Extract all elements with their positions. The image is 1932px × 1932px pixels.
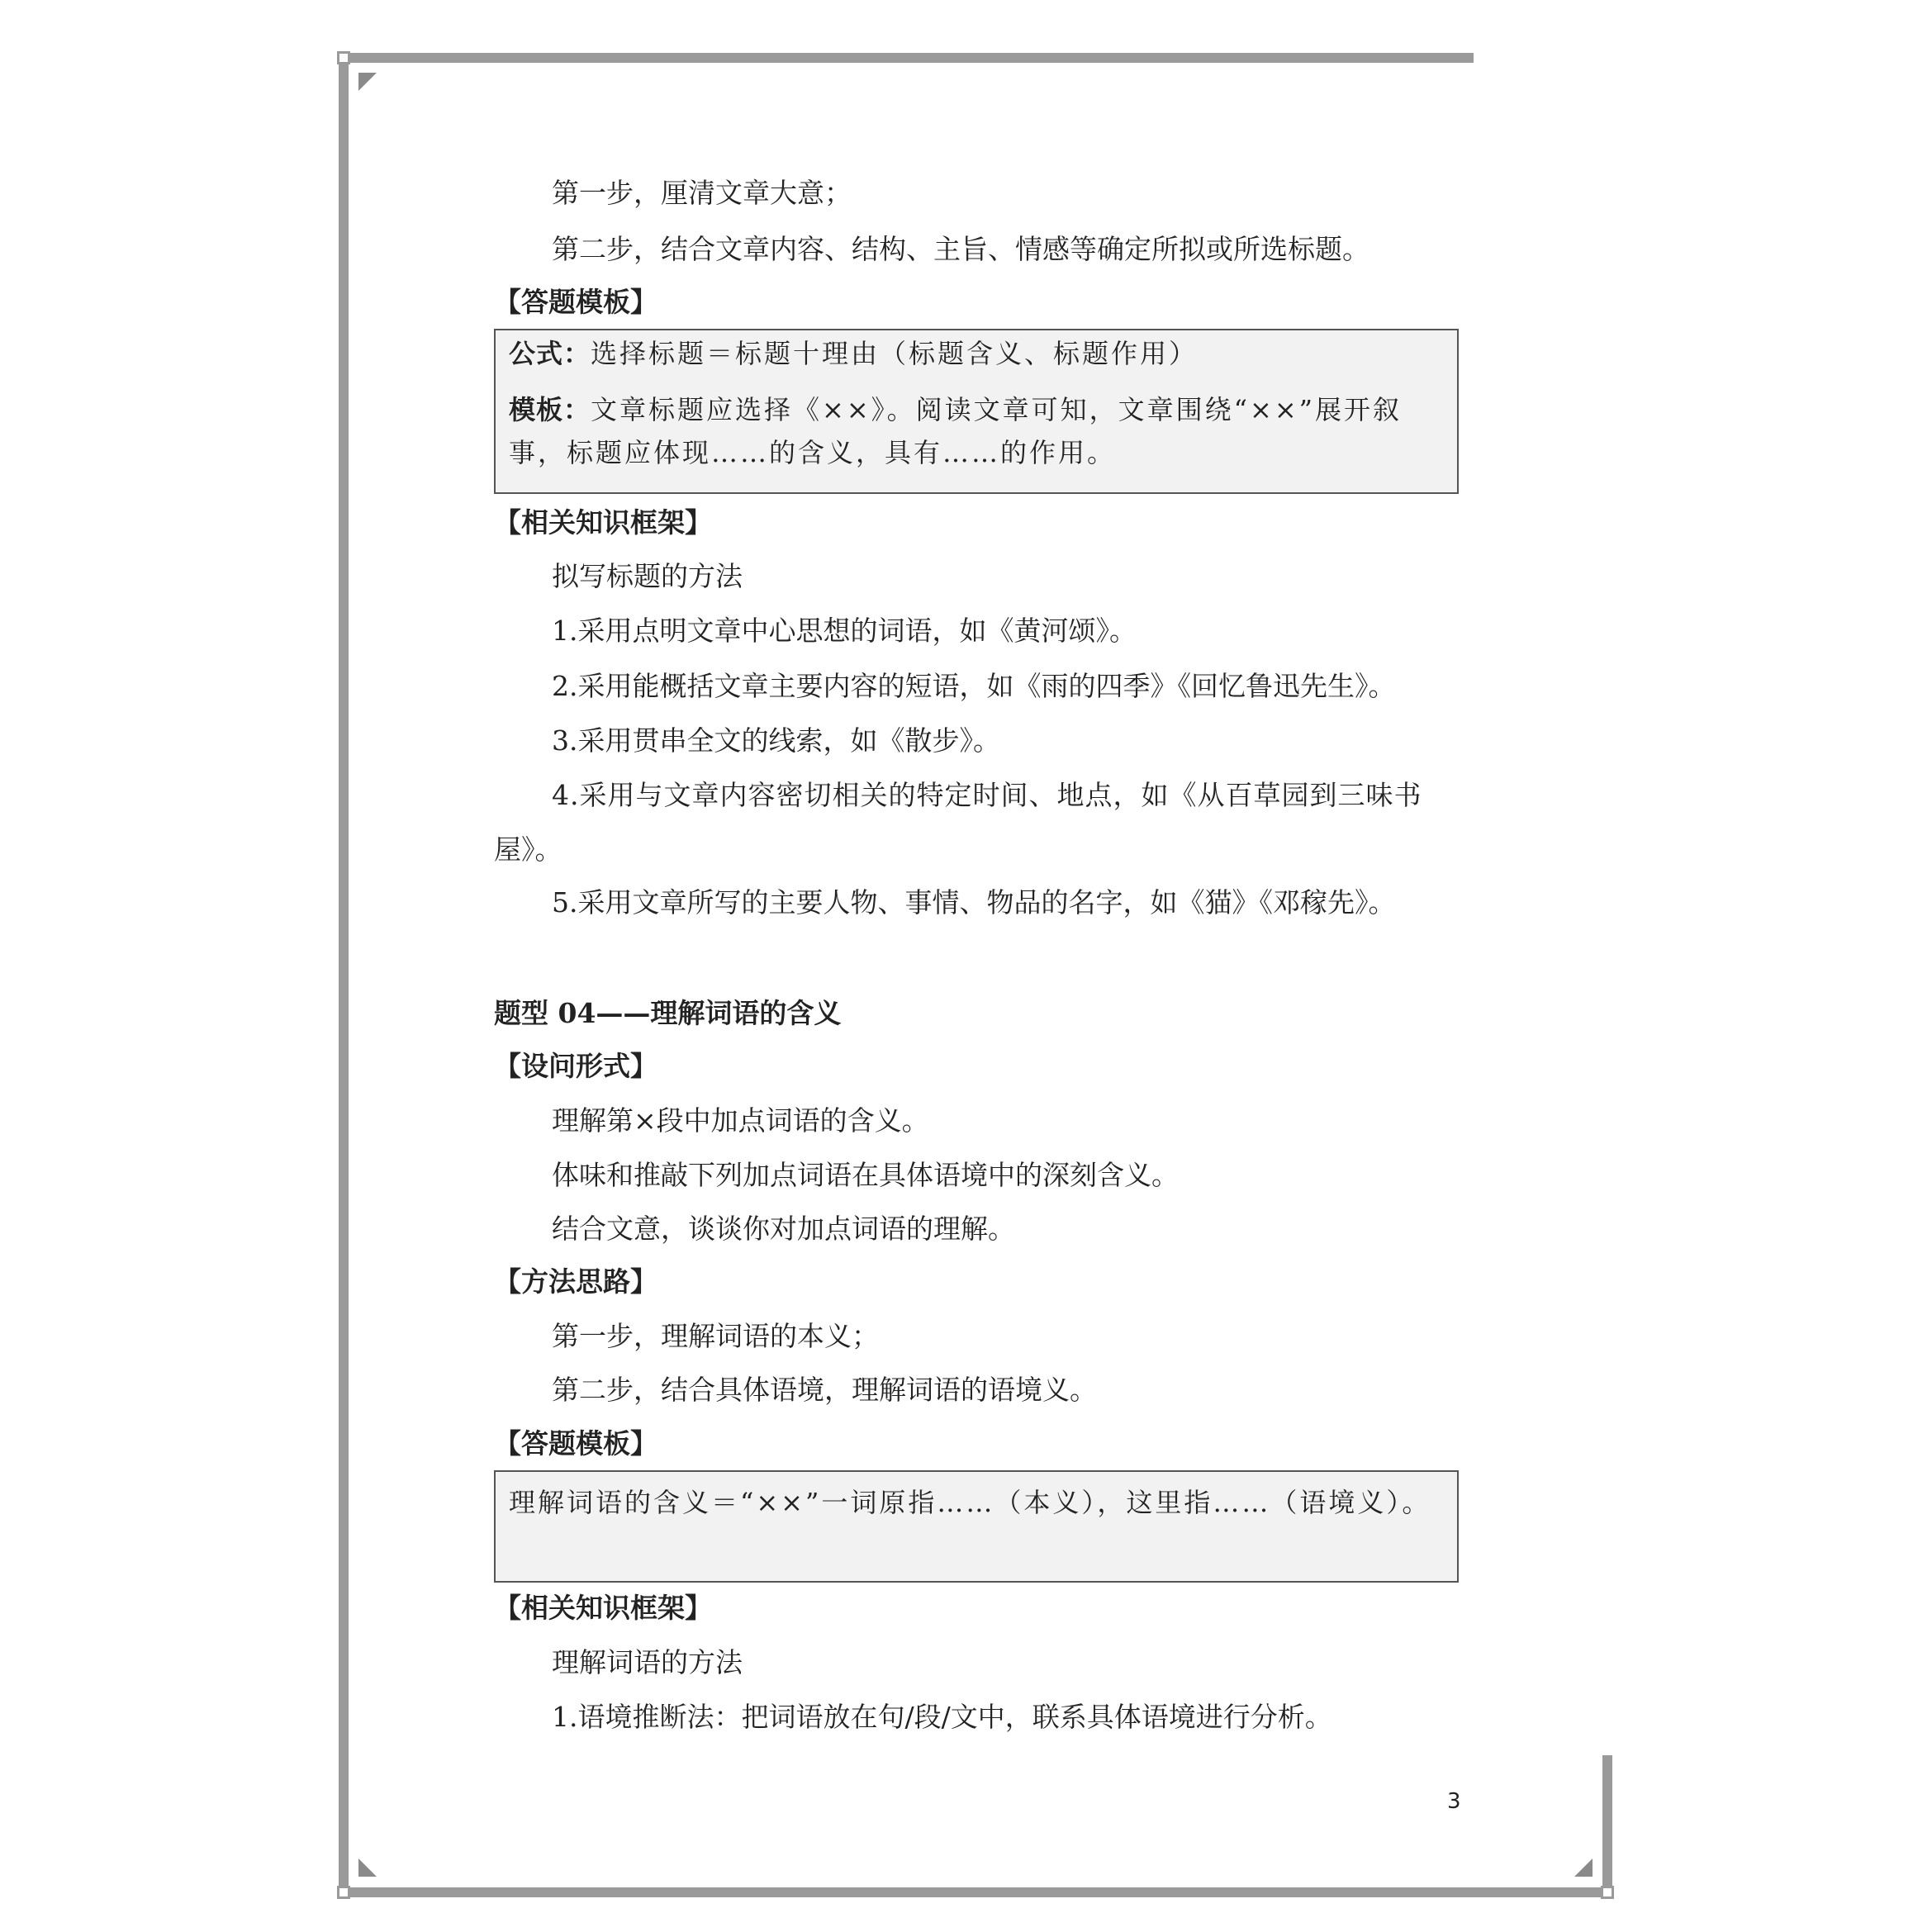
step-2: 第二步，结合文章内容、结构、主旨、情感等确定所拟或所选标题。 [552,233,1369,265]
method-step: 第二步，结合具体语境，理解词语的语境义。 [552,1374,1097,1406]
formula-box [494,329,1459,494]
corner-triangle-bottom-right [1574,1858,1593,1877]
formula-label: 公式： [509,338,591,369]
template-paragraph [509,388,1445,474]
page-number: 3 [1447,1789,1461,1814]
method-item: 1.采用点明文章中心思想的词语，如《黄河颂》。 [552,615,1137,647]
method-title: 拟写标题的方法 [552,560,743,592]
method-heading: 【方法思路】 [494,1265,657,1298]
method-title: 理解词语的方法 [552,1646,743,1678]
method-item-continuation: 屋》。 [494,833,563,866]
frame-top [339,53,1474,63]
frame-left [339,53,349,1897]
frame-right [1602,1755,1612,1897]
answer-template-box [494,1470,1459,1583]
corner-triangle-bottom-left [358,1858,377,1877]
frame-corner-bottom-right [1601,1886,1614,1899]
method-item: 5.采用文章所写的主要人物、事情、物品的名字，如《猫》《邓稼先》。 [552,886,1396,919]
section-title: 题型 04——理解词语的含义 [494,997,842,1029]
question-item: 体味和推敲下列加点词语在具体语境中的深刻含义。 [552,1159,1179,1191]
framework-heading: 【相关知识框架】 [494,506,712,539]
frame-corner-bottom-left [337,1886,350,1899]
question-item: 理解第×段中加点词语的含义。 [552,1104,929,1137]
frame-corner-top-left [337,51,350,64]
question-heading: 【设问形式】 [494,1050,657,1082]
formula-line [509,332,1445,375]
formula-text: 选择标题＝标题十理由（标题含义、标题作用） [591,338,1199,369]
answer-template-text: 理解词语的含义＝“××”一词原指……（本义），这里指……（语境义）。 [509,1487,1431,1518]
method-step: 第一步，理解词语的本义； [552,1320,879,1352]
template-text: 文章标题应选择《××》。阅读文章可知，文章围绕“××”展开叙事，标题应体现……的含义，具有……的作用。 [509,394,1402,468]
template-heading: 【答题模板】 [494,286,657,318]
question-item: 结合文意，谈谈你对加点词语的理解。 [552,1213,1015,1245]
method-item: 1.语境推断法：把词语放在句/段/文中，联系具体语境进行分析。 [552,1701,1332,1733]
method-item: 2.采用能概括文章主要内容的短语，如《雨的四季》《回忆鲁迅先生》。 [552,670,1396,702]
framework-heading: 【相关知识框架】 [494,1592,712,1624]
corner-triangle-top-left [358,73,377,91]
template-heading: 【答题模板】 [494,1427,657,1460]
method-item: 4.采用与文章内容密切相关的特定时间、地点，如《从百草园到三味书 [552,779,1422,811]
frame-bottom [339,1887,1612,1897]
method-item: 3.采用贯串全文的线索，如《散步》。 [552,724,1000,757]
step-1: 第一步，厘清文章大意； [552,177,852,209]
template-label: 模板： [509,394,591,425]
